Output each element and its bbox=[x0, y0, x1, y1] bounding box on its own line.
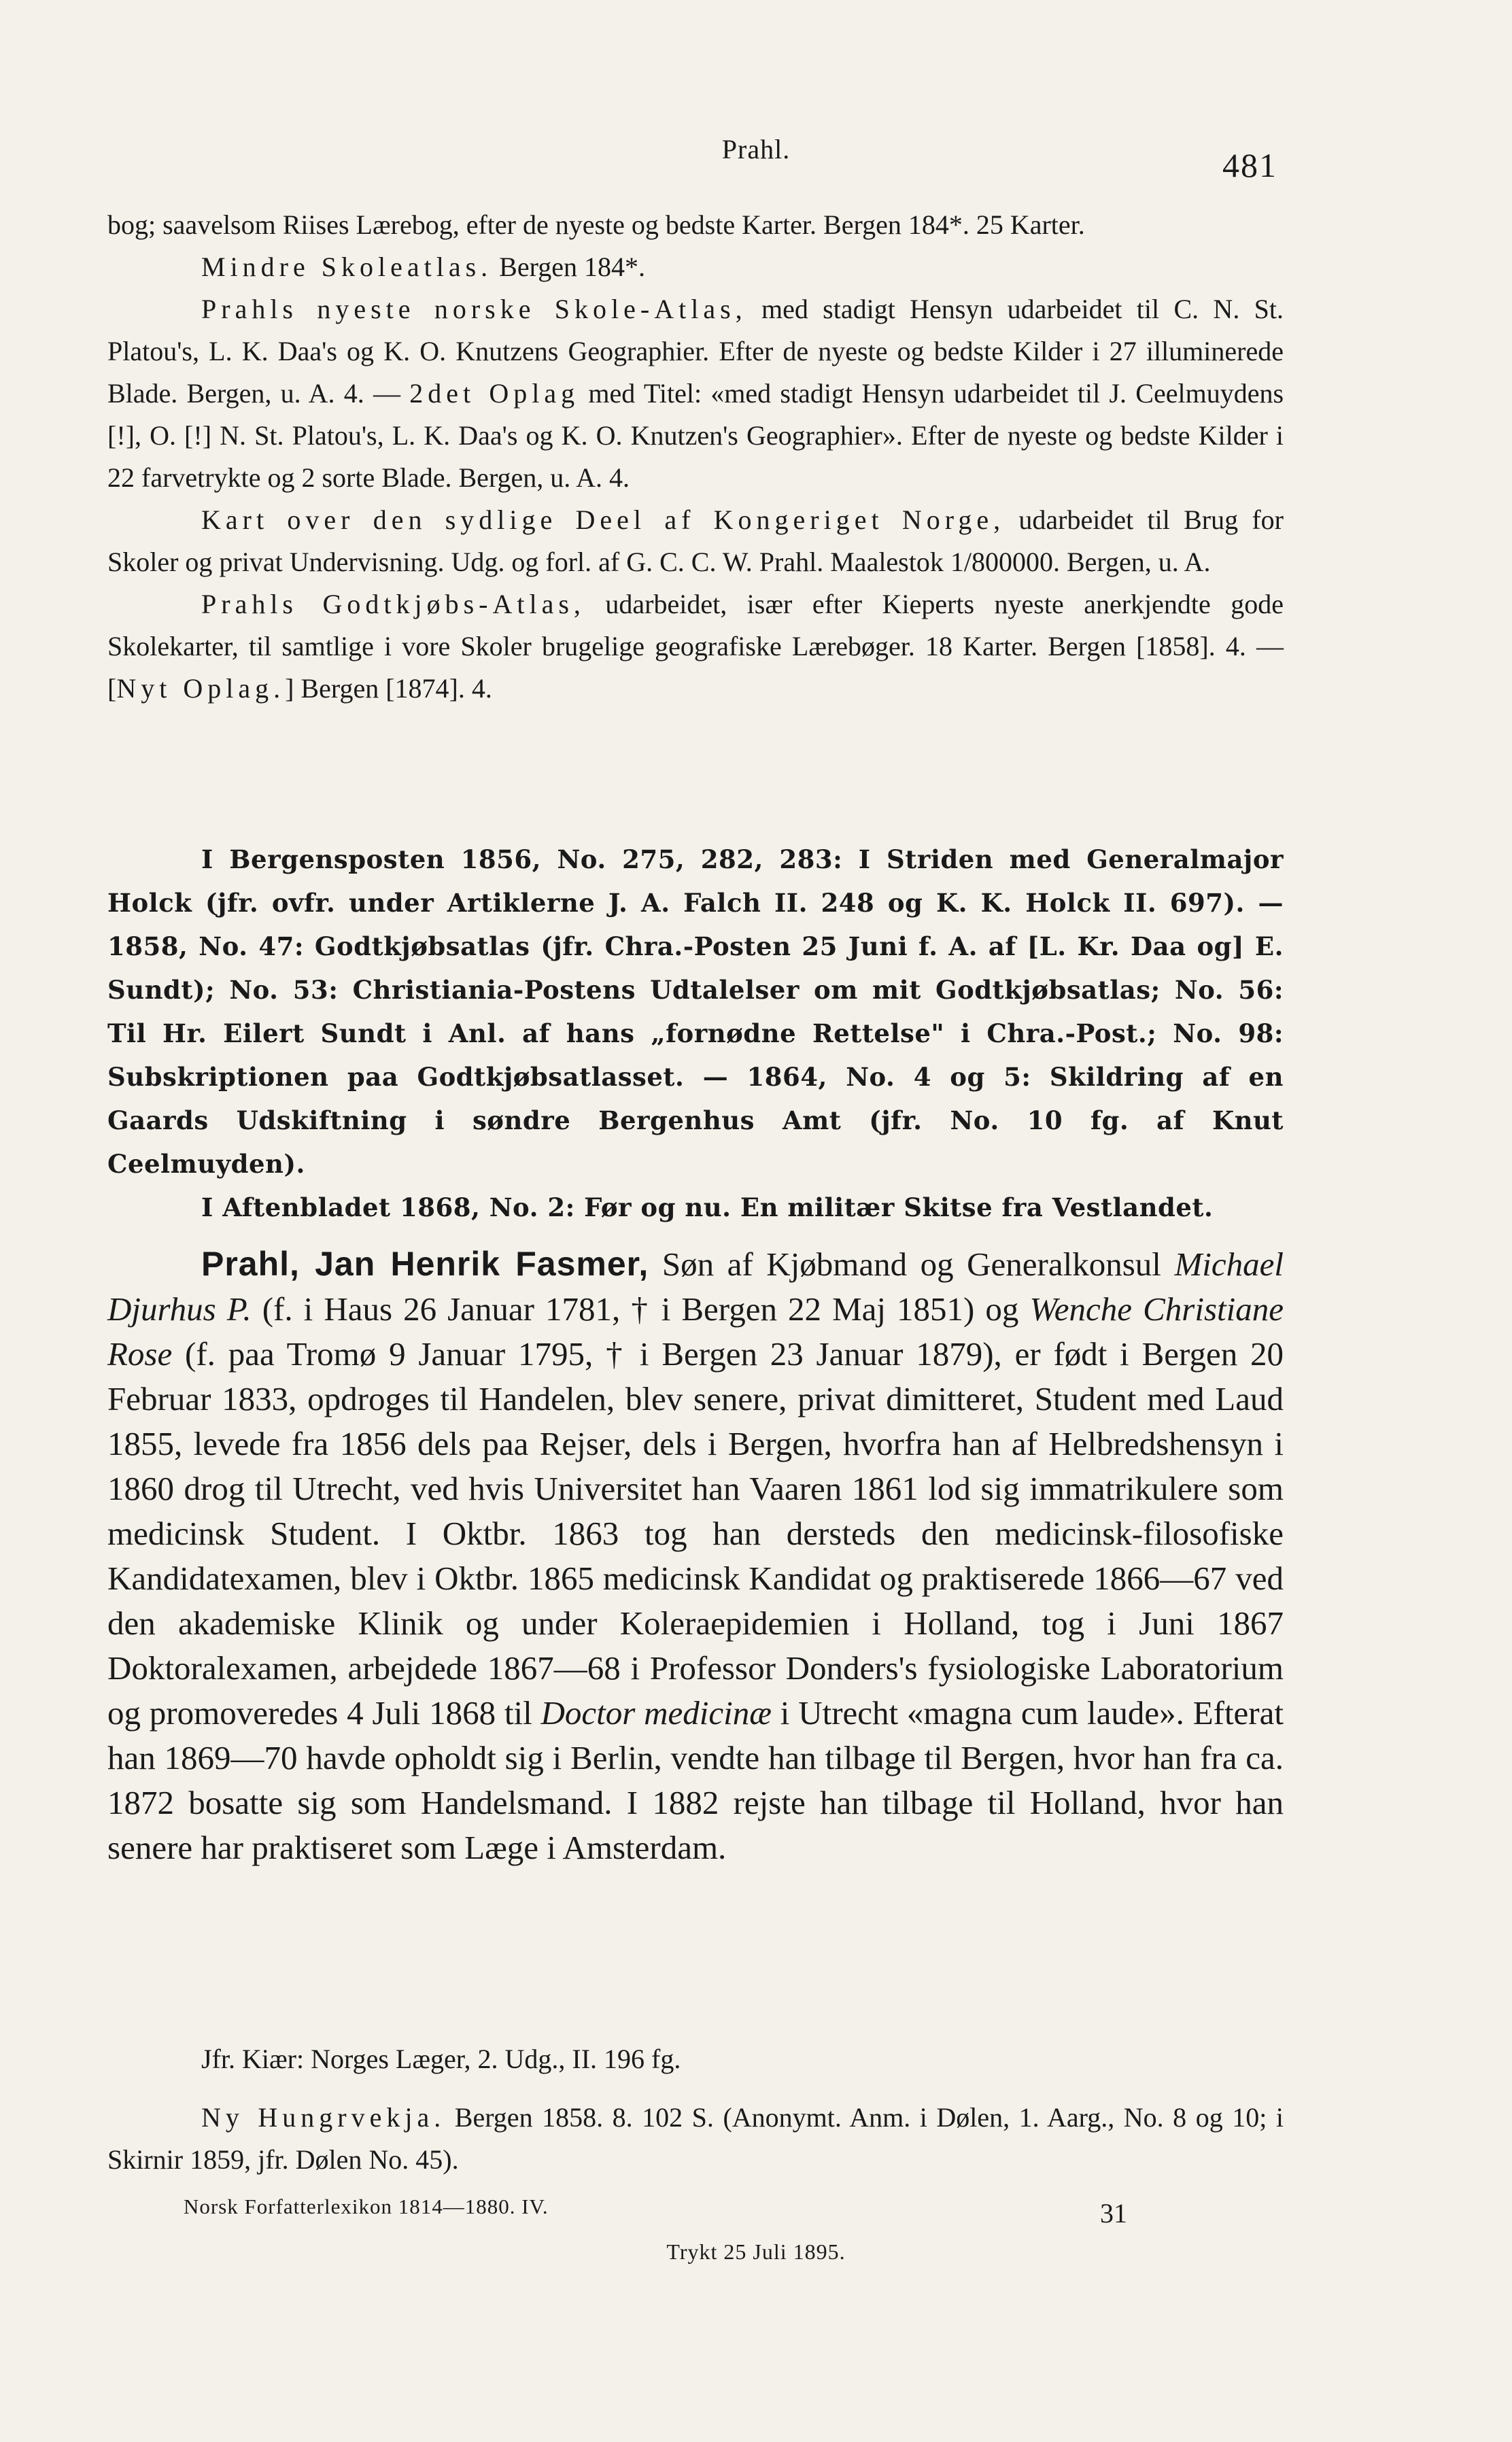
bibliography-entry bbox=[107, 288, 1284, 499]
page-number: 481 bbox=[1222, 146, 1277, 184]
entry-details: ] Bergen [1874]. 4. bbox=[285, 673, 492, 704]
work-title: Ny Hungrvekja. bbox=[201, 2102, 446, 2133]
entry-details: Bergen 184*. bbox=[492, 252, 645, 282]
biography-text: (f. paa Tromø 9 Januar 1795, † i Bergen 23 Januar 1879), er født i Bergen 20 Februar 1833, opdroges til Handelen, blev senere, privat dimitteret, Student med Laud 1855, levede fra 1856 dels paa Rejser, dels i Bergen, hvorfra han af Helbredshensyn i 1860 drog til Utrecht, ved hvis Universitet han Vaaren 1861 lod sig immatrikulere som medicinsk Student. I Oktbr. 1863 tog han dersteds den medicinsk-filosofiske Kandidatexamen, blev i Oktbr. 1865 medicinsk Kandidat og praktiserede 1866—67 ved den akademiske Klinik og under Koleraepidemien i Holland, tog i Juni 1867 Doktoralexamen, arbejdede 1867—68 i Professor Donders's fysiologiske Laboratorium og promoveredes 4 Juli 1868 til bbox=[107, 1335, 1284, 1732]
entry-title: Prahls Godtkjøbs-Atlas, bbox=[201, 589, 585, 619]
entry-title: Kart over den sydlige Deel af Kongeriget Norge, bbox=[201, 504, 1006, 535]
entry-title: Mindre Skoleatlas. bbox=[201, 252, 493, 282]
entry-details: udarbeidet til Brug for Skoler og privat Undervisning. Udg. og forl. af G. C. C. W. Prahl. Maalestok 1/800000. Bergen, u. A. bbox=[107, 504, 1284, 577]
entry-details: med stadigt Hensyn udarbeidet til C. N. St. Platou's, L. K. Daa's og K. O. Knutzens Geographier. Efter de nyeste og bedste Kilder i 27 illuminerede Blade. Bergen, u. A. 4. — bbox=[107, 294, 1284, 409]
reference-paragraph: I Bergensposten 1856, No. 275, 282, 283: I Striden med Generalmajor Holck (jfr. ovfr. under Artiklerne J. A. Falch II. 248 og K. K. Holck II. 697). — 1858, No. 47: Godtkjøbsatlas (jfr. Chra.-Posten 25 Juni f. A. af [L. Kr. Daa og] E. Sundt); No. 53: Christiania-Postens Udtalelser om mit Godtkjøbsatlas; No. 56: Til Hr. Eilert Sundt i Anl. af hans „fornødne Rettelse" i Chra.-Post.; No. 98: Subskriptionen paa Godtkjøbsatlasset. — 1864, No. 4 og 5: Skildring af en Gaards Udskiftning i søndre Bergenhus Amt (jfr. No. 10 fg. af Knut Ceelmuyden). bbox=[107, 844, 1284, 1179]
degree-title: Doctor medicinæ bbox=[540, 1694, 772, 1732]
bibliography-continuation: bog; saavelsom Riises Lærebog, efter de nyeste og bedste Karter. Bergen 184*. 25 Karter. bbox=[107, 209, 1085, 240]
works-entry bbox=[107, 2097, 1284, 2181]
bibliography-entry bbox=[107, 583, 1284, 710]
biography-entry bbox=[107, 1241, 1284, 1870]
work-details: Bergen 1858. 8. 102 S. (Anonymt. Anm. i Dølen, 1. Aarg., No. 8 og 10; i Skirnir 1859, jfr. Dølen No. 45). bbox=[107, 2102, 1284, 2175]
source-note: Jfr. Kiær: Norges Læger, 2. Udg., II. 196 fg. bbox=[201, 2044, 681, 2074]
running-head: Prahl. bbox=[721, 134, 791, 165]
entry-details: udarbeidet, især efter Kieperts nyeste anerkjendte gode Skolekarter, til samtlige i vore Skoler brugelige geografiske Lærebøger. 18 Karter. Bergen [1858]. 4. — [ bbox=[107, 589, 1284, 704]
biography-text: (f. i Haus 26 Januar 1781, † i Bergen 22 Maj 1851) og bbox=[251, 1290, 1030, 1328]
entry-edition: Nyt Oplag. bbox=[116, 673, 286, 704]
bibliography-entry bbox=[107, 246, 1284, 288]
entry-name-heading: Prahl, Jan Henrik Fasmer, bbox=[201, 1245, 649, 1283]
signature-mark: 31 bbox=[1100, 2198, 1127, 2229]
father-name: Michael Djurhus P. bbox=[107, 1245, 1284, 1328]
newspaper-references bbox=[107, 838, 1284, 1229]
biography-text: i Utrecht «magna cum laude». Efterat han 1869—70 havde opholdt sig i Berlin, vendte han tilbage til Bergen, hvor han fra ca. 1872 bosatte sig som Handelsmand. I 1882 rejste han tilbage til Holland, hvor han senere har praktiseret som Læge i Amsterdam. bbox=[107, 1694, 1284, 1866]
mother-name: Wenche Christiane Rose bbox=[107, 1290, 1284, 1373]
entry-edition: 2det Oplag bbox=[409, 378, 580, 409]
biography-text: Søn af Kjøbmand og Generalkonsul bbox=[649, 1245, 1175, 1283]
entry-title: Prahls nyeste norske Skole-Atlas, bbox=[201, 294, 747, 324]
reference-paragraph: I Aftenbladet 1868, No. 2: Før og nu. En militær Skitse fra Vestlandet. bbox=[201, 1192, 1214, 1222]
bibliography-section bbox=[107, 204, 1284, 710]
entry-details: med Titel: «med stadigt Hensyn udarbeidet til J. Ceelmuydens [!], O. [!] N. St. Platou's, L. K. Daa's og K. O. Knutzen's Geographier». Efter de nyeste og bedste Kilder i 22 farvetrykte og 2 sorte Blade. Bergen, u. A. 4. bbox=[107, 378, 1284, 493]
biography-paragraph bbox=[107, 1241, 1284, 1870]
publication-footer: Norsk Forfatterlexikon 1814—1880. IV. bbox=[184, 2195, 549, 2218]
print-date: Trykt 25 Juli 1895. bbox=[666, 2239, 846, 2264]
bibliography-entry bbox=[107, 499, 1284, 583]
source-section bbox=[107, 2038, 1284, 2181]
